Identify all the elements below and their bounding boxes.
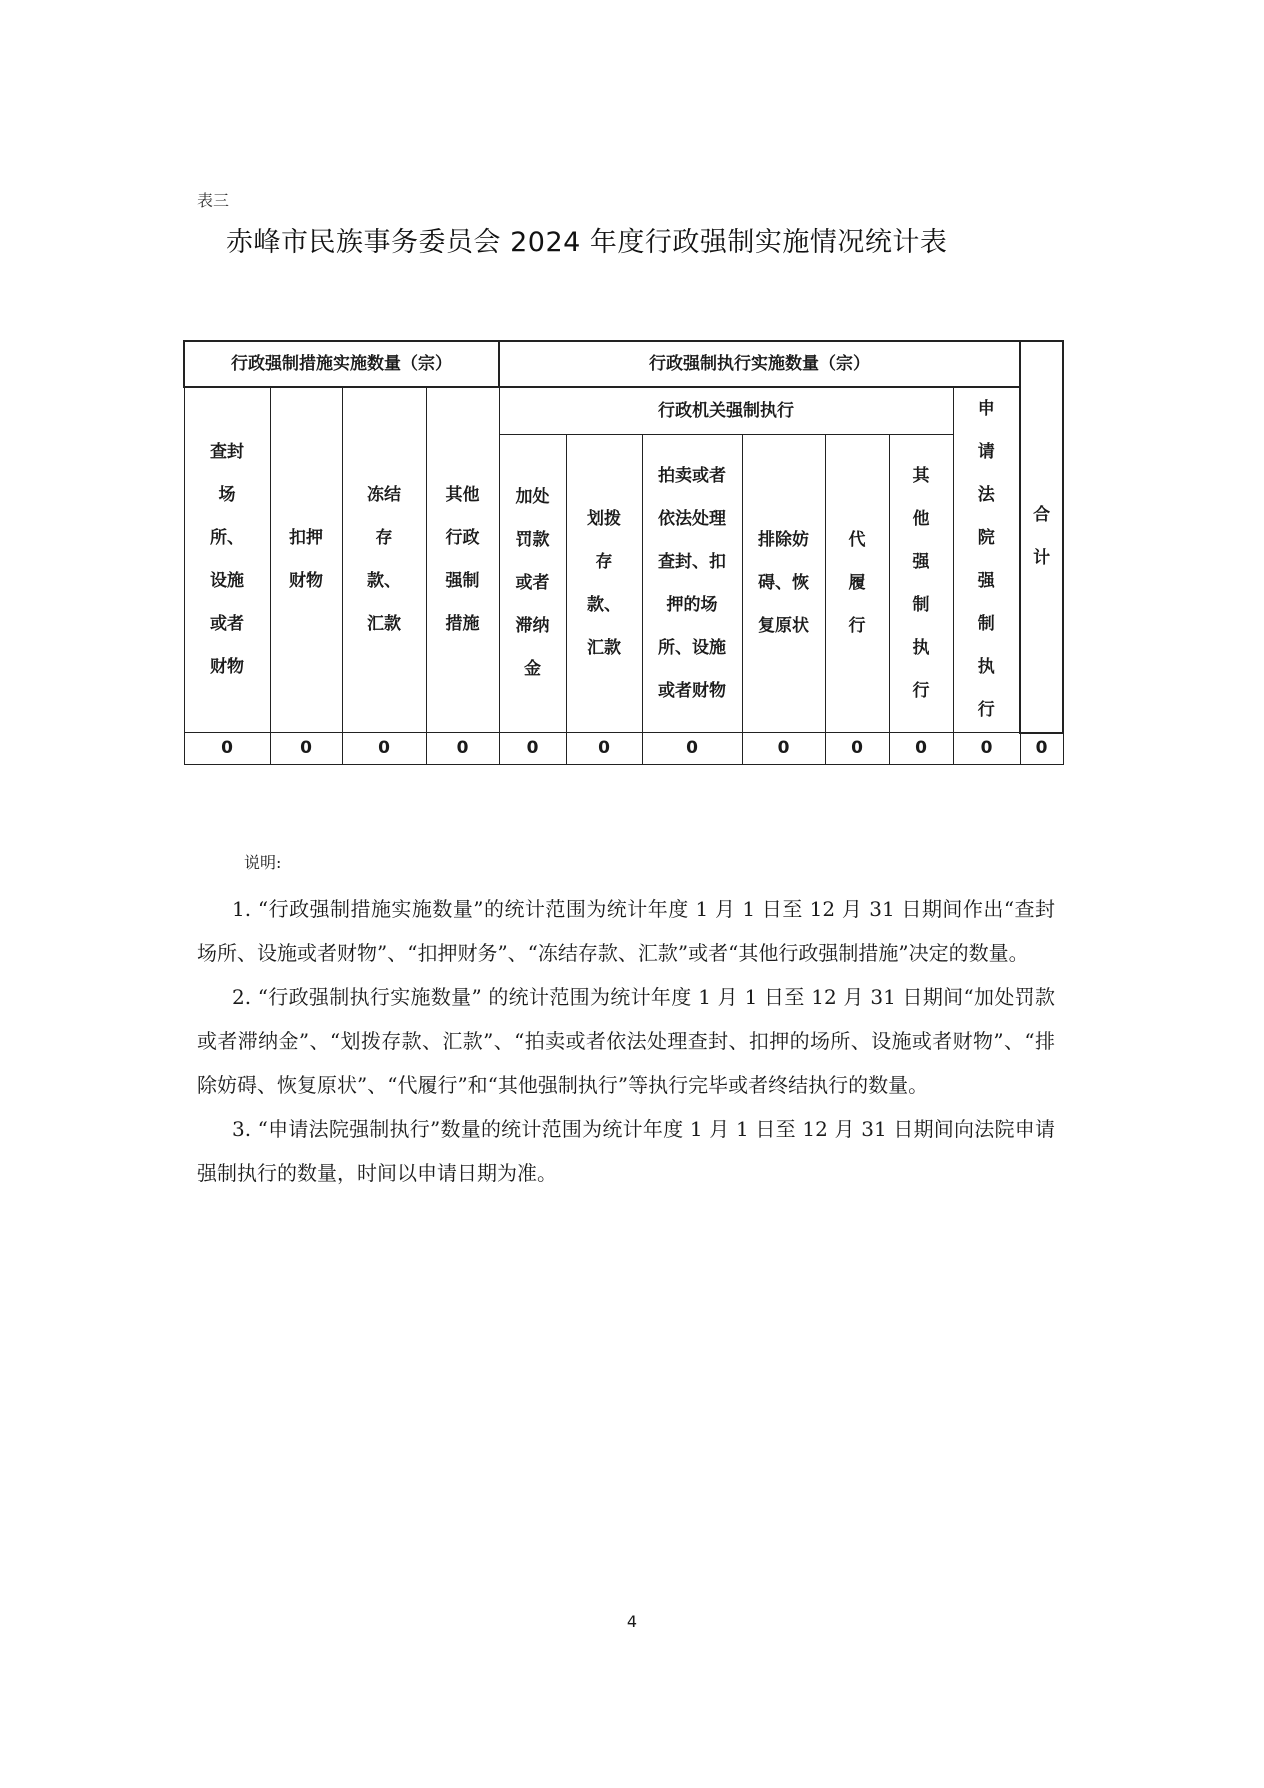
table-label: 表三 xyxy=(197,191,230,210)
col-header-remove-obstruction: 排除妨碍、恢复原状 xyxy=(742,435,825,733)
col-header-auction: 拍卖或者依法处理查封、扣押的场所、设施或者财物 xyxy=(642,435,742,733)
col-header-court: 申请法院强制执行 xyxy=(953,387,1020,733)
col-header-seal: 查封场所、设施或者财物 xyxy=(184,387,270,733)
table-cell: 0 xyxy=(184,733,270,765)
col-header-freeze: 冻结存款、汇款 xyxy=(342,387,426,733)
table-cell: 0 xyxy=(426,733,499,765)
table-cell: 0 xyxy=(566,733,642,765)
table-cell: 0 xyxy=(642,733,742,765)
page-title: 赤峰市民族事务委员会 2024 年度行政强制实施情况统计表 xyxy=(226,227,948,258)
col-header-transfer: 划拨存款、汇款 xyxy=(566,435,642,733)
group-header-execution: 行政强制执行实施数量（宗） xyxy=(499,341,1020,387)
table-cell: 0 xyxy=(953,733,1020,765)
col-header-fine: 加处罚款或者滞纳金 xyxy=(499,435,566,733)
col-header-other-measures: 其他行政强制措施 xyxy=(426,387,499,733)
col-header-other-execution: 其他强制执行 xyxy=(889,435,953,733)
table-row xyxy=(184,733,1063,765)
col-header-seize: 扣押财物 xyxy=(270,387,342,733)
statistics-table xyxy=(183,340,1064,765)
table-cell: 0 xyxy=(1020,733,1063,765)
table-cell: 0 xyxy=(342,733,426,765)
group-header-agency: 行政机关强制执行 xyxy=(499,387,953,435)
note-item: 1. “行政强制措施实施数量”的统计范围为统计年度 1 月 1 日至 12 月 31 日期间作出“查封场所、设施或者财物”、“扣押财务”、“冻结存款、汇款”或者“其他行政强制措施”决定的数量。 xyxy=(197,897,1055,965)
table-cell: 0 xyxy=(499,733,566,765)
col-header-total: 合计 xyxy=(1020,341,1063,733)
note-item: 3. “申请法院强制执行”数量的统计范围为统计年度 1 月 1 日至 12 月 31 日期间向法院申请强制执行的数量，时间以申请日期为准。 xyxy=(197,1117,1055,1185)
page-number: 4 xyxy=(626,1612,638,1631)
table-cell: 0 xyxy=(742,733,825,765)
table-cell: 0 xyxy=(889,733,953,765)
group-header-measures: 行政强制措施实施数量（宗） xyxy=(184,341,499,387)
table-cell: 0 xyxy=(270,733,342,765)
col-header-substitute: 代履行 xyxy=(825,435,889,733)
notes-section xyxy=(197,850,1055,1195)
table-cell: 0 xyxy=(825,733,889,765)
note-item: 2. “行政强制执行实施数量” 的统计范围为统计年度 1 月 1 日至 12 月 31 日期间“加处罚款或者滞纳金”、“划拨存款、汇款”、“拍卖或者依法处理查封、扣押的场所、设施或者财物”、“排除妨碍、恢复原状”、“代履行”和“其他强制执行”等执行完毕或者终结执行的数量。 xyxy=(197,985,1055,1097)
notes-heading: 说明: xyxy=(244,853,282,872)
